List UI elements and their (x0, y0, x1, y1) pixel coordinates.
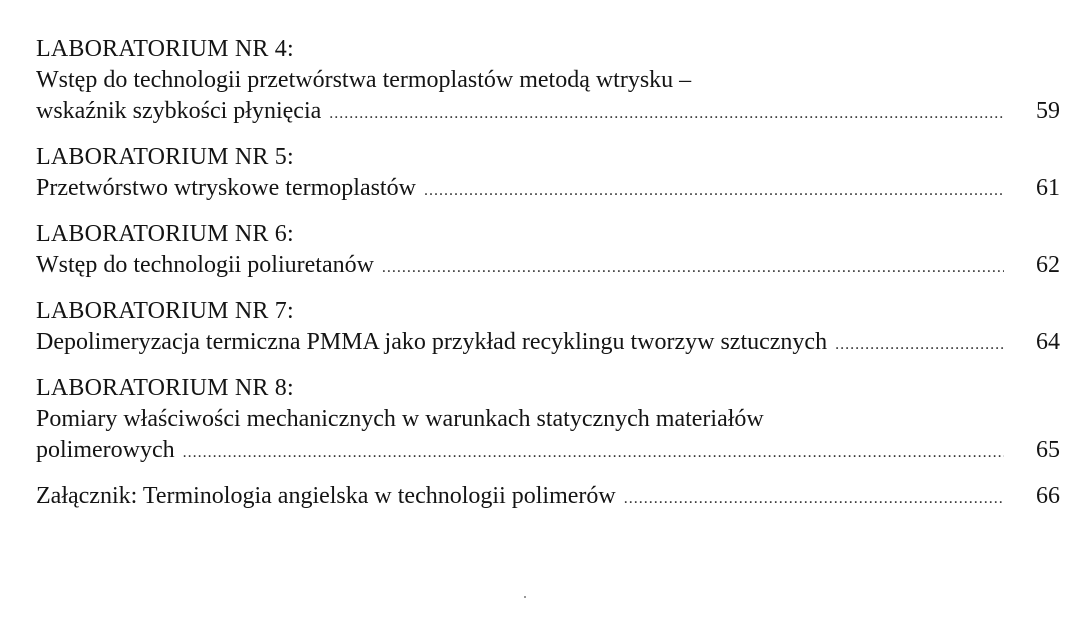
toc-title-line: polimerowych (36, 437, 175, 463)
toc-heading: LABORATORIUM NR 5: (36, 144, 294, 170)
toc-row (36, 250, 1060, 283)
toc-entry-lab-8 (36, 373, 1060, 468)
toc-row (36, 173, 1060, 206)
dot-leader (424, 175, 1004, 206)
dot-leader (624, 483, 1004, 514)
dot-leader (835, 329, 1004, 360)
page-number: 62 (1036, 252, 1060, 278)
toc-entry-appendix (36, 481, 1060, 514)
scan-speck (524, 596, 526, 598)
page-number: 64 (1036, 329, 1060, 355)
toc-title: Przetwórstwo wtryskowe termoplastów (36, 175, 416, 201)
toc-heading: LABORATORIUM NR 4: (36, 36, 294, 62)
toc-heading: LABORATORIUM NR 6: (36, 221, 294, 247)
toc-heading: LABORATORIUM NR 8: (36, 375, 294, 401)
toc-entry-lab-7 (36, 296, 1060, 360)
table-of-contents (36, 34, 1060, 527)
toc-title: Wstęp do technologii poliuretanów (36, 252, 374, 278)
toc-row (36, 96, 1060, 129)
toc-title: Załącznik: Terminologia angielska w technologii polimerów (36, 483, 616, 509)
toc-row (36, 435, 1060, 468)
toc-row (36, 481, 1060, 514)
toc-entry-lab-5 (36, 142, 1060, 206)
dot-leader (183, 437, 1004, 468)
toc-heading: LABORATORIUM NR 7: (36, 298, 294, 324)
toc-row (36, 327, 1060, 360)
dot-leader (382, 252, 1004, 283)
toc-entry-lab-4 (36, 34, 1060, 129)
page-number: 65 (1036, 437, 1060, 463)
page-number: 61 (1036, 175, 1060, 201)
page-number: 66 (1036, 483, 1060, 509)
toc-title-line: wskaźnik szybkości płynięcia (36, 98, 322, 124)
page-number: 59 (1036, 98, 1060, 124)
toc-entry-lab-6 (36, 219, 1060, 283)
toc-title-line: Pomiary właściwości mechanicznych w warunkach statycznych materiałów (36, 406, 764, 432)
dot-leader (329, 98, 1004, 129)
toc-title: Depolimeryzacja termiczna PMMA jako przykład recyklingu tworzyw sztucznych (36, 329, 828, 355)
toc-title-line: Wstęp do technologii przetwórstwa termoplastów metodą wtrysku – (36, 67, 692, 93)
